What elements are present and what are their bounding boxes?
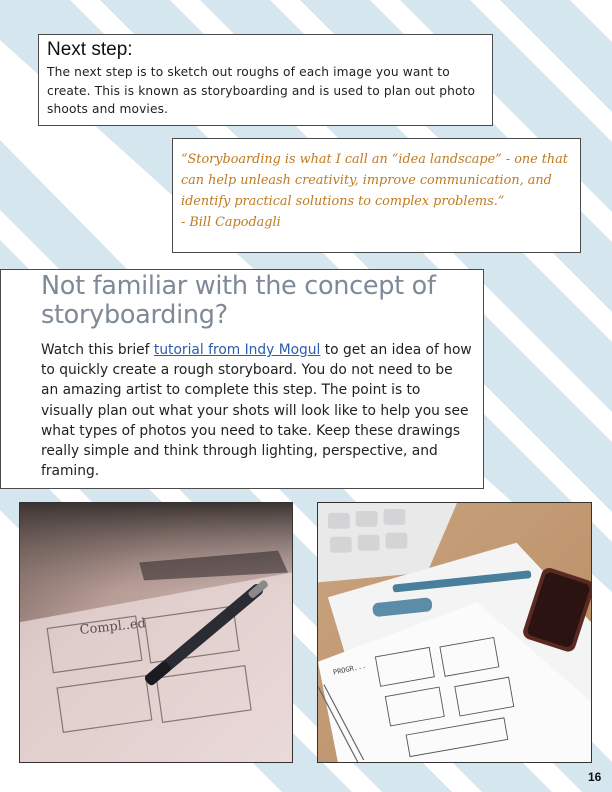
tutorial-link[interactable]: tutorial from Indy Mogul (153, 342, 321, 358)
concept-body (41, 340, 473, 481)
next-step-box (38, 34, 493, 126)
concept-heading: Not familiar with the concept of storyboarding? (41, 271, 436, 330)
quote-author: - Bill Capodagli (181, 215, 281, 230)
concept-body-rest: to get an idea of how to quickly create a rough storyboard. You do not need to be an amazing artist to complete this step. The point is to visually plan out what your shots will look like to help you see what types of photos you need to take. Keep these drawings really simple and think through lighting, perspective, and framing. (41, 342, 472, 480)
page-number: 16 (588, 770, 602, 784)
next-step-heading: Next step: (47, 39, 133, 60)
right-sketch-label: PROGR... (332, 661, 367, 677)
concept-box (0, 269, 484, 489)
concept-body-intro: Watch this brief (41, 342, 154, 358)
wireframe-notebook-photo-right (317, 502, 592, 763)
quote-body: “Storyboarding is what I call an “idea landscape” - one that can help unleash creativity, improve communication, and identify practical solutions to complex problems.” (181, 152, 568, 209)
quote-text (181, 149, 572, 233)
quote-box (172, 138, 581, 253)
storyboard-sketch-photo-left (19, 502, 293, 763)
left-sketch-label: Compl..ed (79, 616, 147, 639)
next-step-body: The next step is to sketch out roughs of each image you want to create. This is known as storyboarding and is used to plan out photo shoots and movies. (47, 65, 476, 116)
